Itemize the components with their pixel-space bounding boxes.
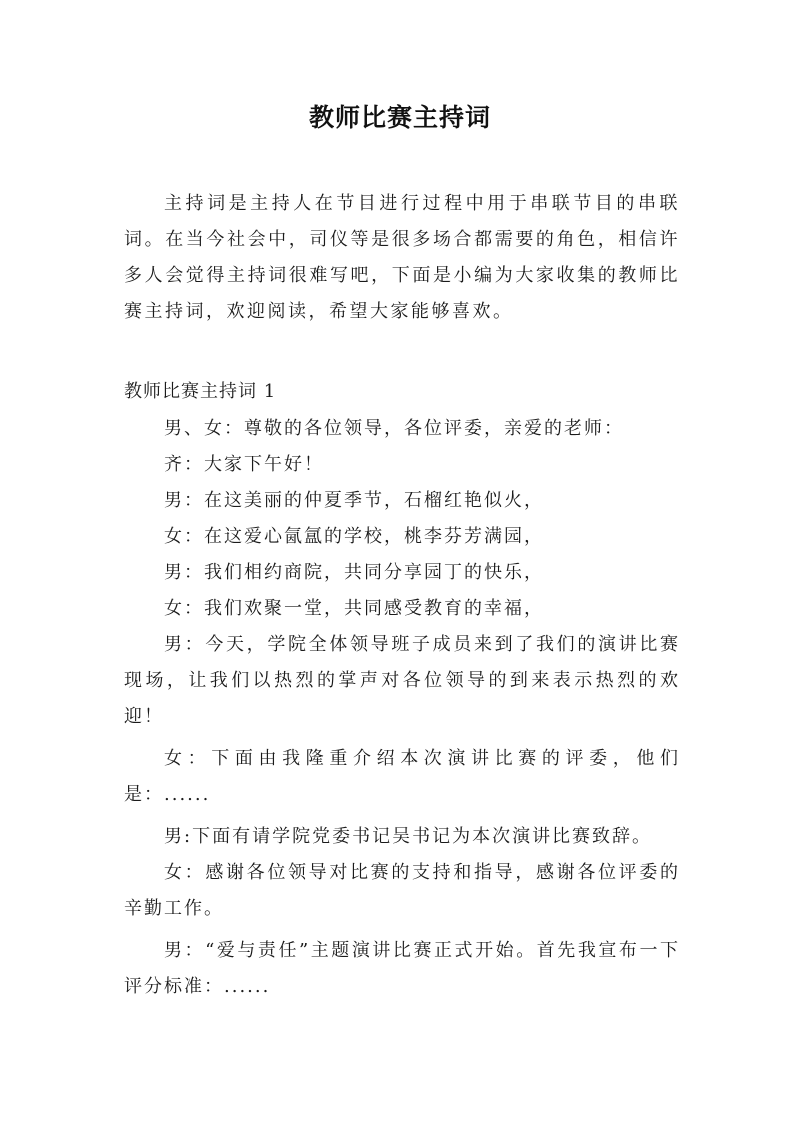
dialogue-line: 男：我们相约商院，共同分享园丁的快乐，	[164, 562, 544, 583]
intro-paragraph: 主持词是主持人在节目进行过程中用于串联节目的串联词。在当今社会中，司仪等是很多场合都需要的角色，相信许多人会觉得主持词很难写吧，下面是小编为大家收集的教师比赛主持词，欢迎阅读，希望大家能够喜欢。	[124, 193, 680, 322]
section-heading: 教师比赛主持词 1	[124, 381, 277, 402]
dialogue-line: 男、女：尊敬的各位领导，各位评委，亲爱的老师：	[164, 418, 624, 439]
page-title: 教师比赛主持词	[308, 103, 491, 132]
dialogue-line: 男：在这美丽的仲夏季节，石榴红艳似火，	[164, 490, 544, 511]
dialogue-line: 男：今天，学院全体领导班子成员来到了我们的演讲比赛现场，让我们以热烈的掌声对各位领导的到来表示热烈的欢迎！	[124, 634, 680, 727]
dialogue-line: 男：“爱与责任”主题演讲比赛正式开始。首先我宣布一下评分标准：......	[124, 940, 680, 997]
dialogue-lines	[124, 411, 680, 1005]
dialogue-line: 女：下面由我隆重介绍本次演讲比赛的评委，他们是：......	[124, 748, 680, 805]
dialogue-line: 女：感谢各位领导对比赛的支持和指导，感谢各位评委的辛勤工作。	[124, 862, 680, 919]
dialogue-line: 齐：大家下午好！	[164, 454, 324, 475]
dialogue-line: 女：我们欢聚一堂，共同感受教育的幸福，	[164, 598, 544, 619]
dialogue-line: 男:下面有请学院党委书记吴书记为本次演讲比赛致辞。	[164, 826, 653, 847]
dialogue-line: 女：在这爱心氤氲的学校，桃李芬芳满园，	[164, 526, 544, 547]
